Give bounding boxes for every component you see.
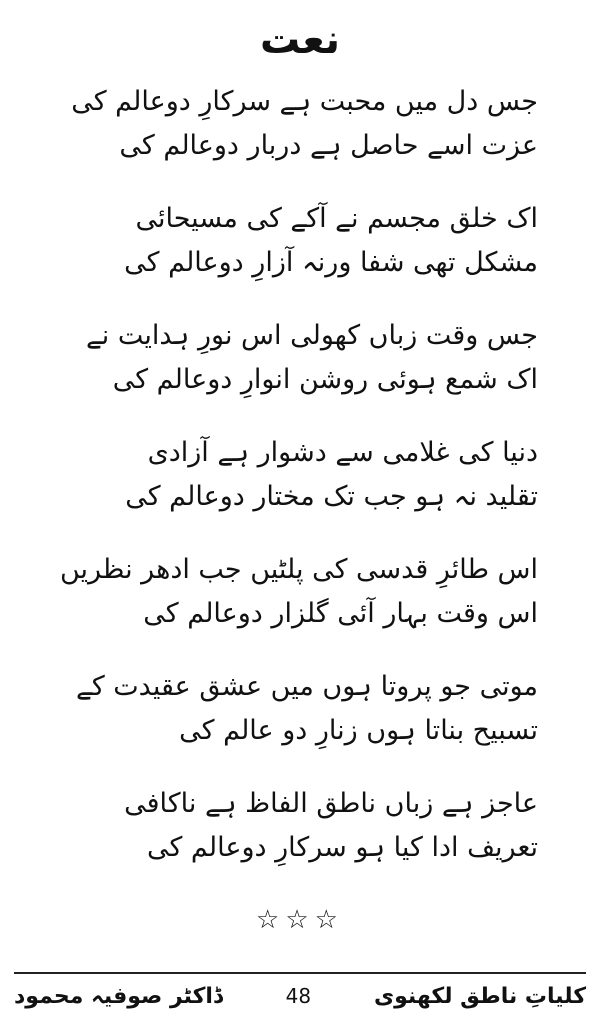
- author-name: ڈاکٹر صوفیہ محمود: [14, 983, 223, 1009]
- stanza: [85, 314, 538, 431]
- verse-line: جس دل میں محبت ہے سرکارِ دوعالم کی: [71, 86, 538, 117]
- stanza: [118, 197, 538, 314]
- verse-line: اس طائرِ قدسی کی پلٹیں جب ادھر نظریں: [59, 554, 538, 585]
- footer-divider: [14, 972, 586, 974]
- stanza: [71, 80, 538, 197]
- stanza: [118, 431, 538, 548]
- verse-line: مشکل تھی شفا ورنہ آزارِ دوعالم کی: [124, 247, 538, 278]
- book-title: کلیاتِ ناطق لکھنوی: [373, 983, 586, 1009]
- verse-line: اس وقت بہار آئی گلزار دوعالم کی: [143, 598, 538, 629]
- page-footer: [14, 976, 586, 1016]
- stanza: [59, 548, 538, 665]
- verse-line: اک خلق مجسم نے آکے کی مسیحائی: [135, 203, 538, 234]
- poem-body: [59, 80, 538, 899]
- star-ornament-icon: ☆☆☆: [256, 905, 344, 935]
- verse-line: جس وقت زباں کھولی اس نورِ ہدایت نے: [85, 320, 538, 351]
- verse-line: عاجز ہے زباں ناطق الفاظ ہے ناکافی: [124, 788, 538, 819]
- page-number: 48: [285, 984, 312, 1008]
- verse-line: عزت اسے حاصل ہے دربار دوعالم کی: [119, 130, 538, 161]
- verse-line: تسبیح بناتا ہوں زنارِ دو عالم کی: [179, 715, 538, 746]
- verse-line: موتی جو پروتا ہوں میں عشق عقیدت کے: [76, 671, 538, 702]
- verse-line: تقلید نہ ہو جب تک مختار دوعالم کی: [125, 481, 538, 512]
- stanza: [76, 665, 538, 782]
- poem-title: نعت: [260, 17, 340, 63]
- verse-line: دنیا کی غلامی سے دشوار ہے آزادی: [147, 437, 538, 468]
- stanza: [118, 782, 538, 899]
- verse-line: تعریف ادا کیا ہو سرکارِ دوعالم کی: [146, 832, 538, 863]
- verse-line: اک شمع ہوئی روشن انوارِ دوعالم کی: [112, 364, 538, 395]
